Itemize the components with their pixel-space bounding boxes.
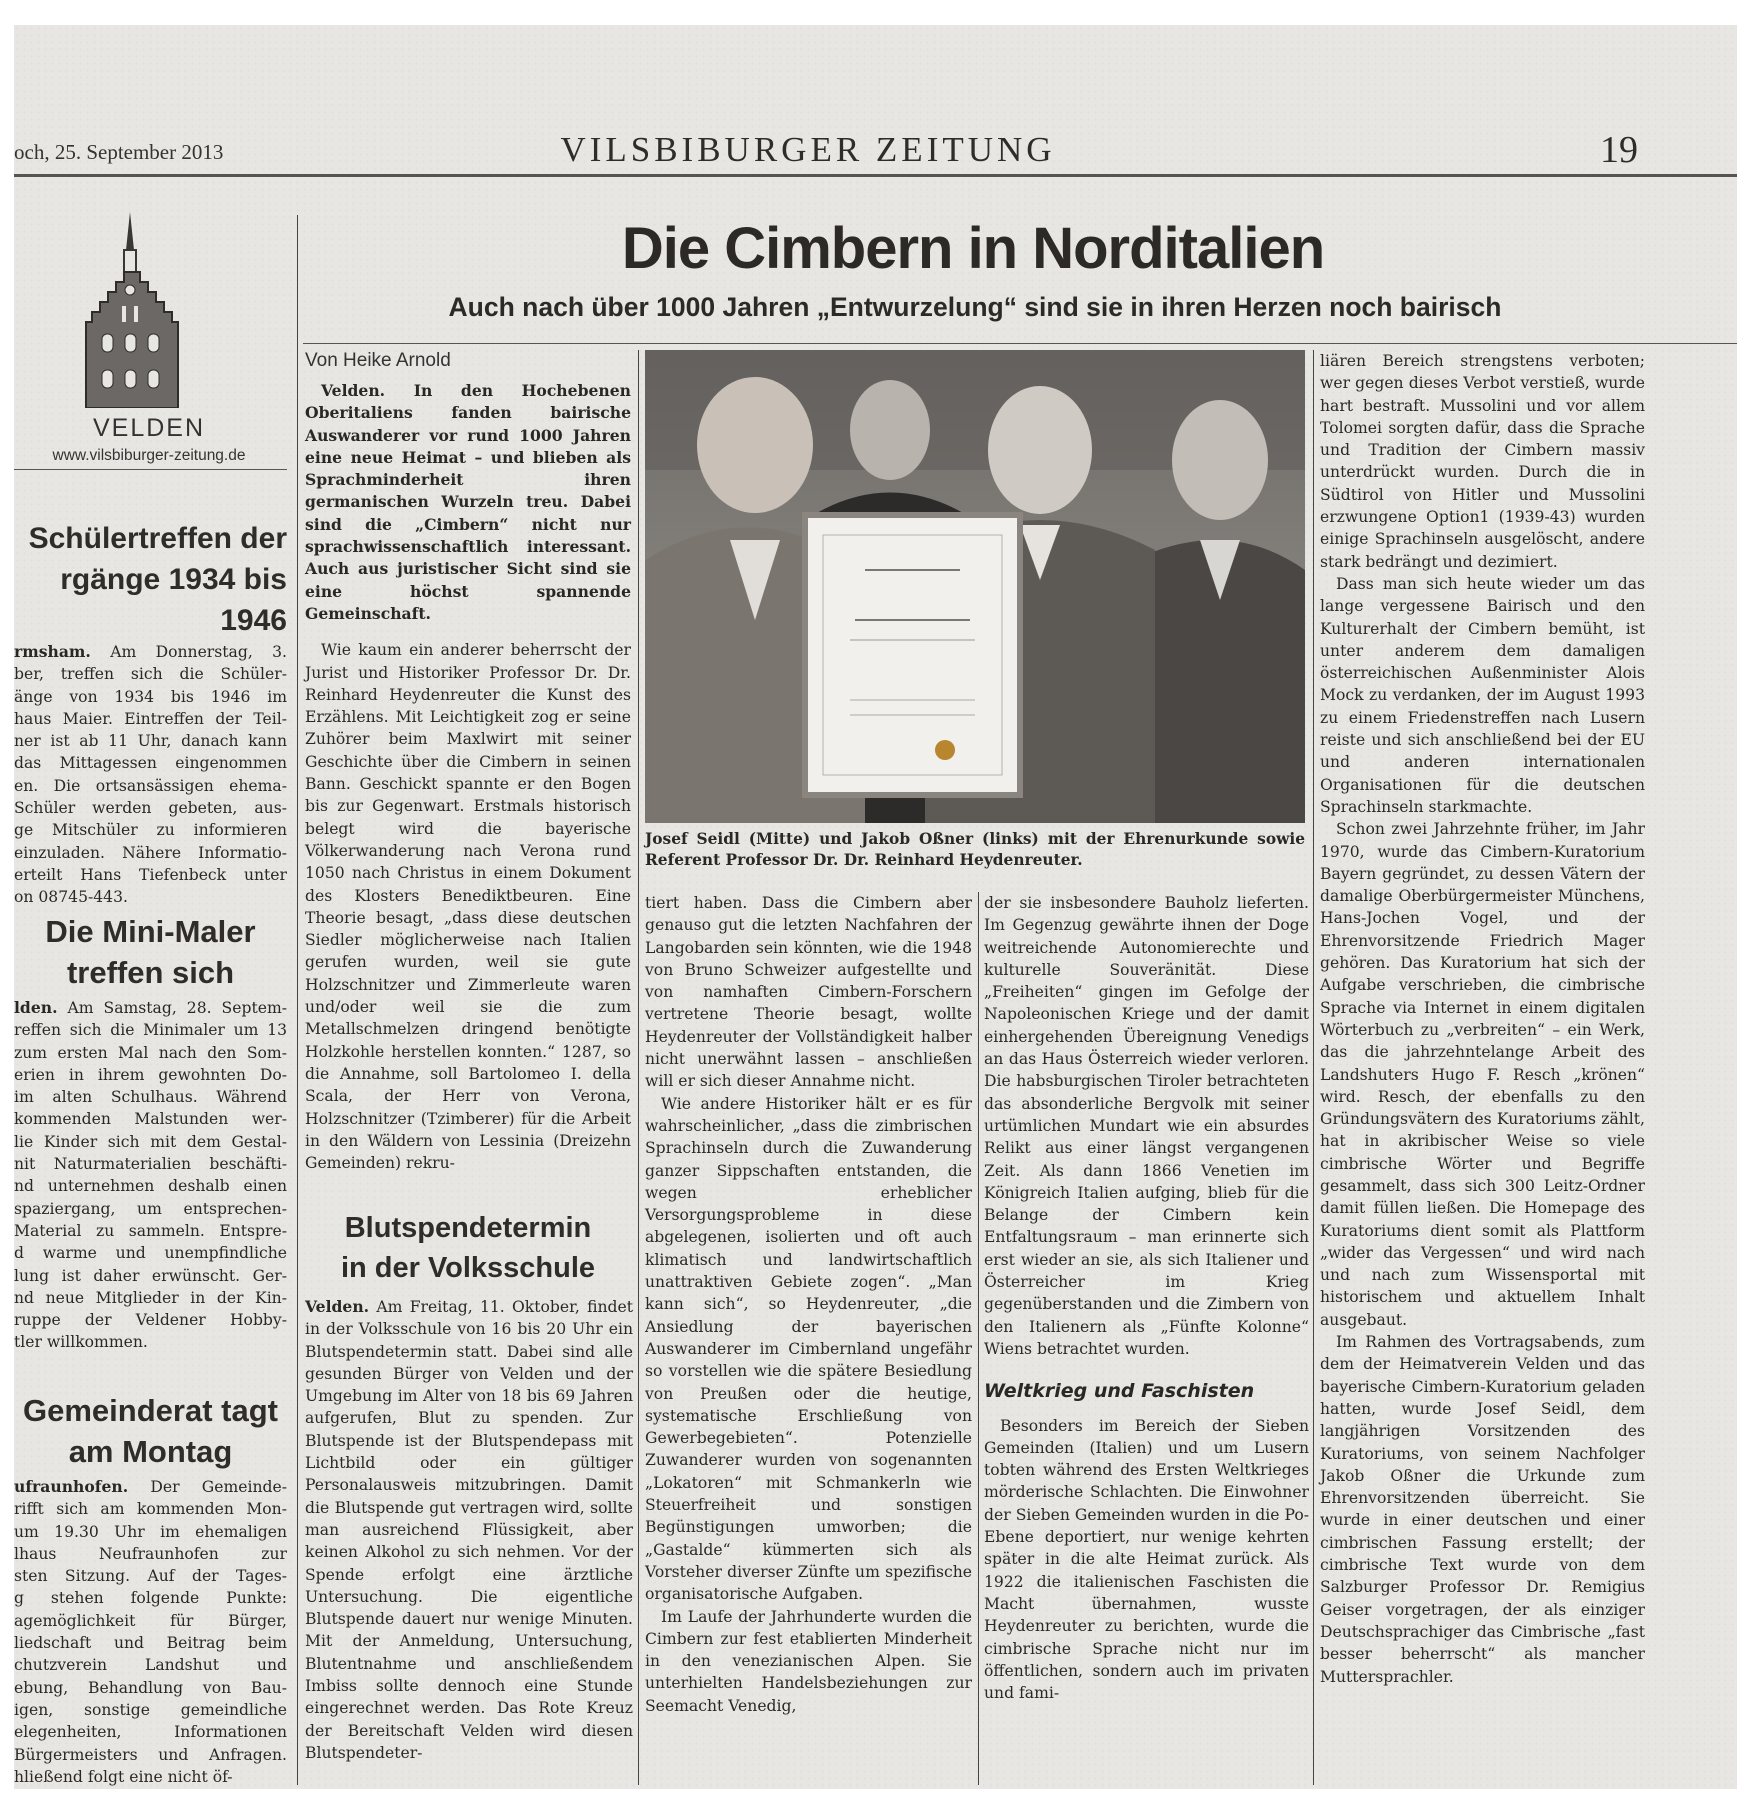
article-text [14, 641, 287, 909]
article-column-3 [984, 892, 1309, 1704]
certificate-frame [805, 515, 1020, 795]
byline: Von Heike Arnold [305, 350, 451, 371]
issue-date: och, 25. September 2013 [14, 140, 224, 164]
text-line: lhaus Neufraunhofen zur [14, 1544, 287, 1563]
text-line: en. Die ortsansässigen ehema- [14, 776, 287, 795]
article-headline: Blutspendetermin in der Volksschule [340, 1212, 596, 1284]
text-line: erteilt Hans Tiefenbeck unter [14, 865, 287, 884]
article-column-4 [1320, 350, 1645, 1688]
column-rule [978, 892, 979, 1785]
text-line: lie Kinder sich mit dem Gestal- [14, 1132, 287, 1151]
text-line: g stehen folgende Punkte: [14, 1589, 287, 1608]
article-headline: Schülertreffen der rgänge 1934 bis 1946 [28, 522, 287, 637]
text-line: ge Mitschüler zu informieren [14, 821, 287, 840]
paragraph-group [1320, 350, 1645, 1688]
column-rule [1313, 350, 1314, 1785]
text-line: d warme und unempfindliche [14, 1244, 287, 1263]
text-line: igen, sonstige gemeindliche [14, 1700, 287, 1719]
text-line: erien in ihrem gewohnten Do- [14, 1065, 287, 1084]
text-line: Bürgermeisters und Anfragen. [14, 1745, 287, 1764]
text-line: hließend folgt eine nicht öf- [14, 1767, 233, 1786]
paragraph: Wie andere Historiker hält er es für wahrscheinlicher, „dass die zimbrischen Sprachinseln durch die Zuwanderung ganzer Sippschaften entstanden, die wegen erheblicher Versorgungsprobleme in diese abgelegenen, isolierten und oft auch klimatisch und landwirtschaftlich unattraktiven Gebiete zogen“. „Man kann sich“, so Heydenreuter, „die Ansiedlung der bayerischen Auswanderer im Cimbernland ungefähr so vorstellen wie die spätere Besiedlung von Preußen oder die heutige, systematische Erschließung von Gewerbegebieten“. Potenzielle Zuwanderer wurden von sogenannten „Lokatoren“ mit Schmankerln wie Steuerfreiheit und sonstigen Begünstigungen umworben; die „Gastalde“ kümmerten sich als Vorsteher diverser Zünfte um spezifische organisatorische Aufgaben. [645, 1094, 972, 1604]
article-headline: Die Mini-Maler treffen sich [45, 914, 256, 990]
paragraph-group [645, 892, 972, 1717]
text-line: das Mittagessen eingenommen [14, 754, 287, 773]
article-subtitle: Auch nach über 1000 Jahren „Entwurzelung“ sind sie in ihren Herzen noch bairisch [448, 292, 1502, 322]
text-line: sten Sitzung. Auf der Tages- [14, 1567, 287, 1586]
article-subhead: Weltkrieg und Faschisten [984, 1380, 1255, 1403]
paragraph: Wie kaum ein anderer beherrscht der Jurist und Historiker Professor Dr. Dr. Reinhard Heydenreuter die Kunst des Erzählens. Mit Leichtigkeit zog er seine Zuhörer beim Maxlwirt mit seiner Geschichte über die Cimbern in seinen Bann. Geschickt spannte er den Bogen bis zur Gegenwart. Erstmals historisch belegt wird die bayerische Völkerwanderung nach Verona rund 1050 nach Christus in einem Dokument des Klosters Benediktbeuren. Eine Theorie besagt, „dass diese deutschen Siedler möglicherweise nach Italien gerufen wurden, weil sie gute Holzschnitzer und Zimmerleute waren und/oder weil sie die zum Metallschmelzen dringend benötigte Holzkohle herstellen konnten.“ 1287, so die Annahme, soll Bartolomeo I. della Scala, der Herr von Verona, Holzschnitzer (Tzimberer) für die Arbeit in den Wäldern von Lessinia (Dreizehn Gemeinden) rekru- [305, 641, 631, 1173]
column-rule [297, 215, 298, 1785]
paragraph: Im Rahmen des Vortragsabends, zum dem der Heimatverein Velden und das bayerische Cimbern-Kuratorium geladen hatten, wurde Josef Seidl, dem langjährigen Vorsitzenden des Kuratoriums, von seinem Nachfolger Jakob Oßner die Urkunde zum Ehrenvorsitzenden überreicht. Sie wurde in einer deutschen und einer cimbrischen Fassung erstellt; der cimbrische Text wurde von dem Salzburger Professor Dr. Remigius Geiser vorgetragen, der als einziger Deutschsprachiger das Cimbrische „fast besser beherrscht“ als mancher Muttersprachler. [1320, 1333, 1645, 1686]
text-line: nit Naturmaterialien beschäfti- [14, 1155, 287, 1174]
website-link[interactable]: www.vilsbiburger-zeitung.de [52, 447, 246, 464]
paragraph: Besonders im Bereich der Sieben Gemeinden (Italien) und um Lusern tobten während des Ersten Weltkrieges mörderische Schlachten. Die Einwohner der Sieben Gemeinden wurden in die Po-Ebene deportiert, nur wenige kehrten später in die alte Heimat zurück. Als 1922 die italienischen Faschisten die Macht übernahmen, wusste Heydenreuter zu berichten, wurde die cimbrische Sprache nicht nur im öffentlichen, sondern auch im privaten und fami- [984, 1416, 1309, 1703]
paragraph: liären Bereich strengstens verboten; wer gegen dieses Verbot verstieß, wurde hart bestraft. Mussolini und vor allem Tolomei sorgten dafür, dass die Sprache und Tradition der Cimbern massiv unterdrückt wurden. Durch die in Südtirol von Hitler und Mussolini erzwungene Option1 (1939-43) wurden einige Sprachinseln ausgelöscht, andere stark bedrängt und dezimiert. [1320, 352, 1645, 571]
town-hall-logo-icon [84, 212, 180, 408]
text-line: on 08745-443. [14, 888, 128, 907]
text-line: einzuladen. Nähere Informatio- [14, 843, 287, 862]
header-rule [14, 174, 1737, 177]
headline-rule [303, 343, 1737, 344]
text-line: änge von 1934 bis 1946 im [14, 687, 287, 706]
paragraph: Dass man sich heute wieder um das lange vergessene Bairisch und den Kulturerhalt der Cimbern bemüht, ist unter anderem dem damaligen österreichischen Außenminister Alois Mock zu verdanken, der im August 1993 zu einem Friedenstreffen nach Lusern reiste und sich anschließend bei der EU und anderen internationalen Organisationen für die deutschen Sprachinseln starkmachte. [1320, 574, 1645, 816]
page-number: 19 [1600, 129, 1638, 171]
sidebar-article-gemeinderat [14, 1390, 287, 1788]
photo-caption: Josef Seidl (Mitte) und Jakob Oßner (links) mit der Ehrenurkunde sowie Referent Professor Dr. Dr. Reinhard Heydenreuter. [645, 830, 1305, 869]
column-rule [638, 350, 639, 1785]
text-line: ner ist ab 11 Uhr, danach kann [14, 732, 287, 751]
sidebar-article-schuelertreffen [14, 518, 287, 909]
text-line: ebung, Behandlung von Bau- [14, 1678, 287, 1697]
text-line: agemöglichkeit für Bürger, [14, 1611, 287, 1630]
text-line: nd unternehmen deshalb einen [14, 1177, 287, 1196]
sidebar-rule [14, 469, 287, 470]
text-line: zum ersten Mal nach den Som- [14, 1043, 287, 1062]
article-text: Velden. Am Freitag, 11. Oktober, findet in der Volksschule von 16 bis 20 Uhr ein Blutspendetermin statt. Dabei sind alle gesunden Bürger von Velden und der Umgebung im Alter von 18 bis 69 Jahren aufgerufen, Blut zu spenden. Zur Blutspende ist der Blutspendepass mit Lichtbild oder ein gültiger Personalausweis mitzubringen. Damit die Blutspende gut vertragen wird, sollte man ausreichend Flüssigkeit, aber keinen Alkohol zu sich nehmen. Vor der Spende erfolgt eine ärztliche Untersuchung. Die eigentliche Blutspende dauert nur wenige Minuten. Mit der Anmeldung, Untersuchung, Blutentnahme und anschließendem Imbiss sollte dennoch eine Stunde eingerechnet werden. Das Rote Kreuz der Bereitschaft Velden wird diesen Blutspendeter- [305, 1297, 633, 1762]
text-line: nd neue Mitglieder in der Kin- [14, 1288, 287, 1307]
text-line: tler willkommen. [14, 1333, 148, 1352]
text-line: haus Maier. Eintreffen der Teil- [14, 709, 287, 728]
paragraph-group [984, 1415, 1309, 1705]
paragraph-group [305, 639, 631, 1174]
text-line: rmsham. Am Donnerstag, 3. [14, 642, 287, 661]
text-line: liedschaft und Beitrag beim [14, 1634, 287, 1653]
paragraph: der sie insbesondere Bauholz lieferten. Im Gegenzug gewährte ihnen der Doge weitreichende Autonomierechte und kulturelle Souveränität. Diese „Freiheiten“ gingen im Gefolge der Napoleonischen Kriege und der damit einhergehenden Übereignung Venedigs an das Haus Österreich wieder verloren. Die habsburgischen Tiroler betrachteten das absonderliche Bergvolk mit seiner urtümlichen Mundart wie ein absurdes Relikt aus einer längst vergangenen Zeit. Als dann 1866 Venetien im Königreich Italien aufging, blieb für die Belange der Cimbern kein Entfaltungsraum – man erinnerte sich erst wieder an sie, als sich Italiener und Österreicher im Krieg gegenüberstanden und die Zimbern von den Italienern als „Fünfte Kolonne“ Wiens betrachtet wurden. [984, 894, 1309, 1358]
article-headline: Gemeinderat tagt am Montag [23, 1393, 278, 1469]
article-column-2 [645, 892, 972, 1717]
article-text [14, 997, 287, 1354]
article-column-1 [305, 380, 631, 1174]
text-line: reffen sich die Minimaler um 13 [14, 1021, 287, 1040]
text-line: elegenheiten, Informationen [14, 1723, 287, 1742]
logo-label: VELDEN [92, 414, 206, 442]
text-line: ufraunhofen. Der Gemeinde- [14, 1477, 287, 1496]
text-line: lung ist daher erwünscht. Ger- [14, 1266, 287, 1285]
sidebar-article-mini-maler [14, 911, 287, 1354]
text-line: Schüler werden gebeten, aus- [14, 799, 287, 818]
text-line: kommenden Malstunden wer- [14, 1110, 287, 1129]
text-line: lden. Am Samstag, 28. Septem- [14, 998, 287, 1017]
article-text [14, 1476, 287, 1788]
paragraph: tiert haben. Dass die Cimbern aber genauso gut die letzten Nachfahren der Langobarden sein könnten, wie die 1948 von Bruno Schweizer aufgestellte und von namhaften Cimbern-Forschern vertretene Theorie besagt, wollte Heydenreuter der Vollständigkeit halber nicht unerwähnt lassen – anschließen will er sich dieser Annahme nicht. [645, 894, 972, 1091]
article-title: Die Cimbern in Norditalien [621, 216, 1325, 281]
blood-donation-article [300, 1208, 636, 1764]
article-lead: Velden. In den Hochebenen Oberitaliens fanden bairische Auswanderer vor rund 1000 Jahren eine neue Heimat – und blieben als Sprachminderheit ihren germanischen Wurzeln treu. Dabei sind die „Cimbern“ nicht nur sprachwissenschaftlich interessant. Auch aus juristischer Sicht sind sie eine höchst spannende Gemeinschaft. [305, 381, 631, 623]
text-line: im alten Schulhaus. Während [14, 1088, 287, 1107]
text-line: spaziergang, um entsprechen- [14, 1199, 287, 1218]
paragraph-group [984, 892, 1309, 1360]
newspaper-name: VILSBIBURGER ZEITUNG [560, 130, 1056, 169]
text-line: um 19.30 Uhr im ehemaligen [14, 1522, 287, 1541]
text-line: ber, treffen sich die Schüler- [14, 665, 287, 684]
text-line: chutzverein Landshut und [14, 1656, 287, 1675]
text-line: rifft sich am kommenden Mon- [14, 1500, 287, 1519]
article-photo [645, 350, 1305, 823]
text-line: ruppe der Veldener Hobby- [14, 1311, 287, 1330]
paragraph: Im Laufe der Jahrhunderte wurden die Cimbern zur fest etablierten Minderheit in den venezianischen Alpen. Sie unterhielten Handelsbeziehungen zur Seemacht Venedig, [645, 1607, 972, 1715]
text-line: Material zu sammeln. Entspre- [14, 1221, 287, 1240]
paragraph: Schon zwei Jahrzehnte früher, im Jahr 1970, wurde das Cimbern-Kuratorium Bayern gegründet, zu dessen Vätern der damalige Oberbürgermeister Münchens, Hans-Jochen Vogel, und der Ehrenvorsitzende Friedrich Mager gehören. Das Kuratorium hat sich der Aufgabe verschrieben, die cimbrische Sprache via Internet in einem digitalen Wörterbuch zu „verbreiten“ – ein Werk, das die jahrzehntelange Arbeit des Landshuters Hugo F. Resch „krönen“ wird. Resch, der ebenfalls zu den Gründungsvätern des Kuratoriums zählt, hat in akribischer Weise so viele cimbrische Wörter und Begriffe gesammelt, dass sich 300 Leitz-Ordner damit füllen ließen. Die Homepage des Kuratoriums dient somit als Plattform „wider das Vergessen“ und wird nach und nach zum Wissensportal mit historischem und aktuellem Inhalt ausgebaut. [1320, 820, 1645, 1329]
